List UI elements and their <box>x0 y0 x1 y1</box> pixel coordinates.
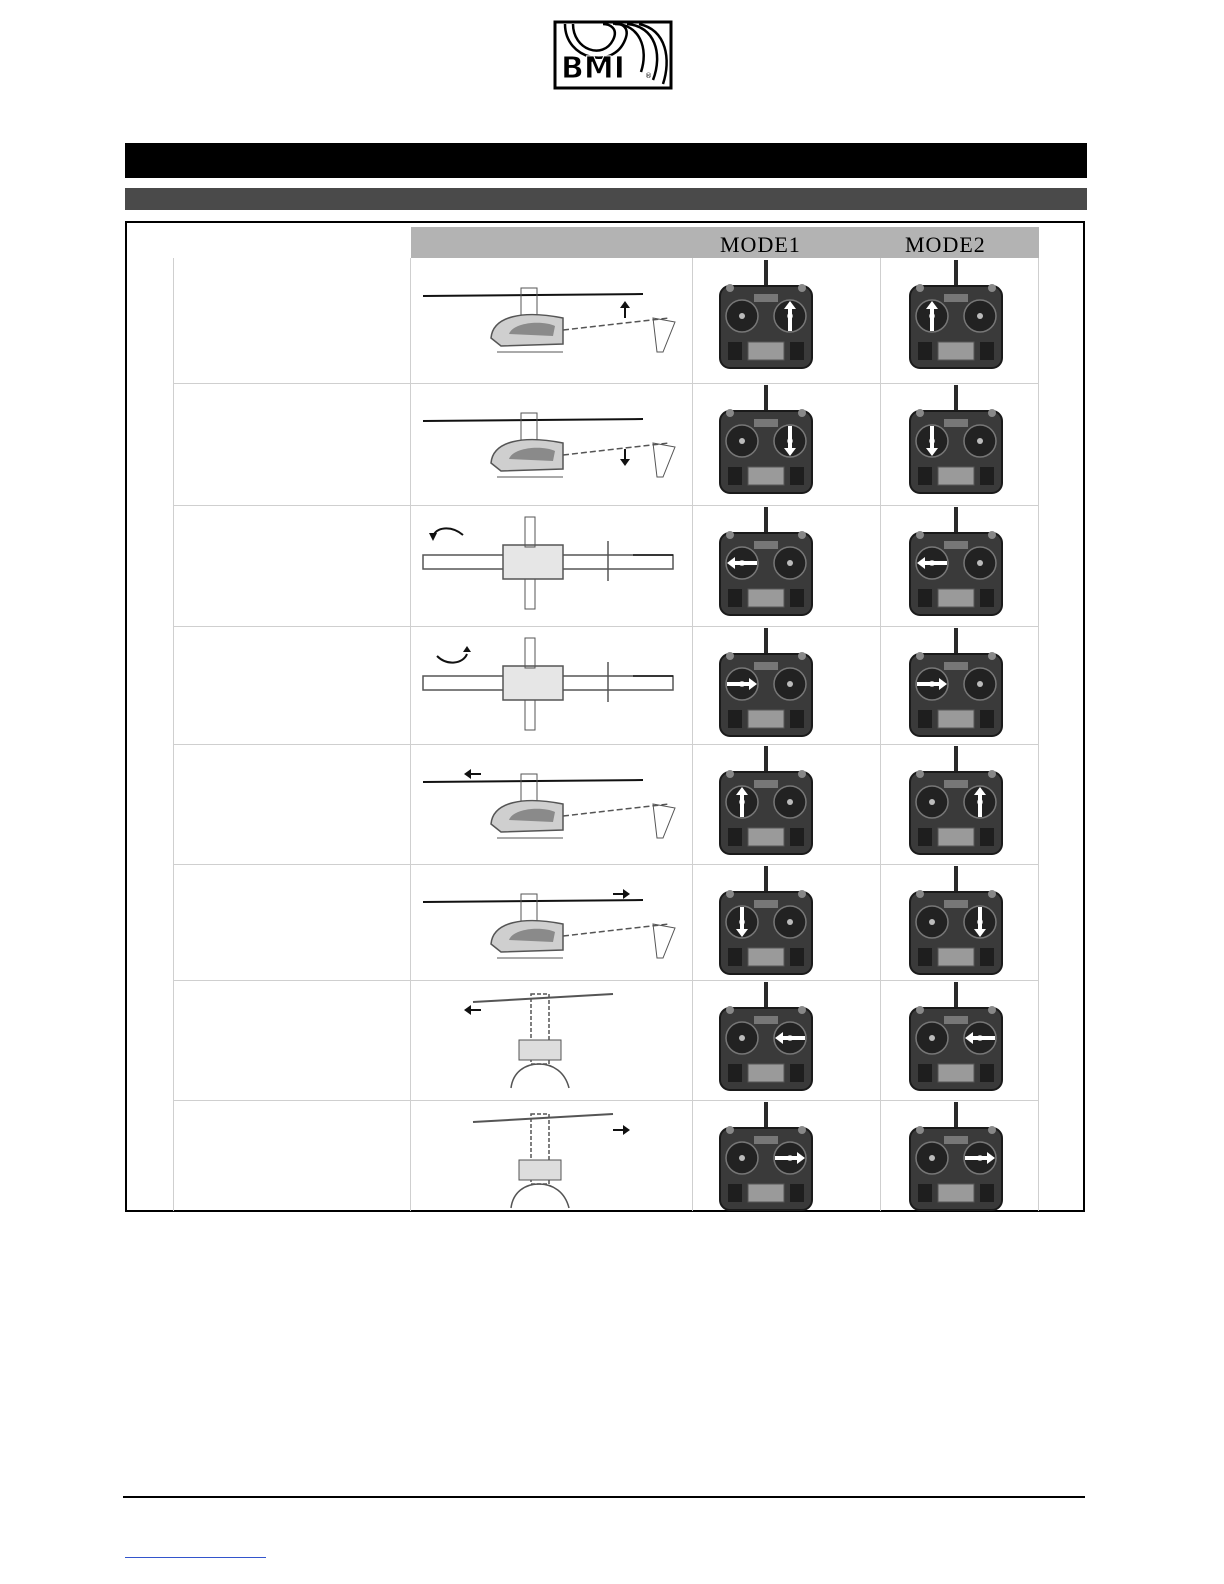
mode2-transmitter <box>908 980 1004 1092</box>
mode2-transmitter <box>908 626 1004 738</box>
mode2-header: MODE2 <box>905 232 986 257</box>
control-row <box>173 383 1039 505</box>
heli-motion-arrow <box>613 1125 630 1135</box>
antenna-shape <box>764 507 768 535</box>
mode1-transmitter <box>718 383 814 495</box>
lcd-screen <box>938 1064 974 1082</box>
landing-skid <box>511 1064 569 1088</box>
lcd-screen <box>748 1064 784 1082</box>
rotor-blade <box>423 294 643 296</box>
heli-motion-arrow <box>437 646 471 663</box>
lcd-screen <box>938 1184 974 1202</box>
lcd-screen <box>748 467 784 485</box>
antenna-shape <box>954 866 958 894</box>
mode2-transmitter <box>908 383 1004 495</box>
mode1-transmitter <box>718 258 814 370</box>
grid-line <box>173 1100 1039 1101</box>
mode2-transmitter <box>908 1100 1004 1212</box>
mode1-transmitter <box>718 1100 814 1212</box>
grid-line <box>173 864 1039 865</box>
lcd-screen <box>748 948 784 966</box>
control-row <box>173 505 1039 626</box>
mode1-header: MODE1 <box>720 232 801 257</box>
control-row <box>173 980 1039 1100</box>
antenna-shape <box>954 628 958 656</box>
helicopter-diagram <box>413 383 691 505</box>
control-row <box>173 258 1039 383</box>
mode1-transmitter <box>718 864 814 976</box>
lcd-screen <box>938 589 974 607</box>
lcd-screen <box>748 1184 784 1202</box>
mode1-transmitter <box>718 626 814 738</box>
rotor-blade <box>473 1114 613 1122</box>
mode1-transmitter <box>718 744 814 856</box>
rotor-blade <box>423 780 643 782</box>
grid-line <box>173 505 1039 506</box>
grid-line <box>173 980 1039 981</box>
landing-skid <box>511 1184 569 1208</box>
antenna-shape <box>954 385 958 413</box>
lcd-screen <box>748 710 784 728</box>
lcd-screen <box>938 467 974 485</box>
section-title-bar <box>125 143 1087 178</box>
frame-top <box>503 545 563 579</box>
helicopter-diagram <box>413 744 691 864</box>
mode2-transmitter <box>908 258 1004 370</box>
mode2-transmitter <box>908 744 1004 856</box>
logo-registered-mark: ® <box>645 72 652 80</box>
mode2-transmitter <box>908 505 1004 617</box>
helicopter-diagram <box>413 980 691 1100</box>
heli-motion-arrow <box>429 528 463 541</box>
antenna-shape <box>764 746 768 774</box>
heli-motion-arrow <box>620 301 630 318</box>
control-row <box>173 744 1039 864</box>
heli-motion-arrow <box>620 449 630 466</box>
helicopter-diagram <box>413 1100 691 1211</box>
mode1-transmitter <box>718 980 814 1092</box>
rotor-blade <box>423 900 643 902</box>
bmi-logo <box>553 20 673 90</box>
grid-line <box>173 383 1039 384</box>
lcd-screen <box>938 948 974 966</box>
antenna-shape <box>764 982 768 1010</box>
heli-motion-arrow <box>464 1005 481 1015</box>
mode1-transmitter <box>718 505 814 617</box>
section-subtitle-bar <box>125 188 1087 210</box>
antenna-shape <box>954 746 958 774</box>
logo-text: BMI <box>561 51 625 86</box>
grid-line <box>173 626 1039 627</box>
mode2-transmitter <box>908 864 1004 976</box>
antenna-shape <box>764 628 768 656</box>
helicopter-diagram <box>413 626 691 744</box>
antenna-shape <box>764 1102 768 1130</box>
helicopter-diagram <box>413 505 691 626</box>
rotor-blade <box>473 994 613 1002</box>
antenna-shape <box>954 1102 958 1130</box>
heli-motion-arrow <box>613 889 630 899</box>
lcd-screen <box>748 589 784 607</box>
frame-top <box>503 666 563 700</box>
footer-link-underline <box>125 1557 266 1558</box>
footer-rule <box>123 1496 1085 1498</box>
lcd-screen <box>938 710 974 728</box>
antenna-shape <box>764 385 768 413</box>
antenna-shape <box>764 866 768 894</box>
lcd-screen <box>748 342 784 360</box>
grid-line <box>173 744 1039 745</box>
antenna-shape <box>954 507 958 535</box>
lcd-screen <box>938 828 974 846</box>
control-row <box>173 626 1039 744</box>
rotor-blade <box>423 419 643 421</box>
lcd-screen <box>748 828 784 846</box>
antenna-shape <box>954 982 958 1010</box>
lcd-screen <box>938 342 974 360</box>
helicopter-diagram <box>413 258 691 383</box>
control-row <box>173 864 1039 980</box>
helicopter-diagram <box>413 864 691 980</box>
heli-motion-arrow <box>464 769 481 779</box>
antenna-shape <box>764 260 768 288</box>
control-row <box>173 1100 1039 1211</box>
antenna-shape <box>954 260 958 288</box>
